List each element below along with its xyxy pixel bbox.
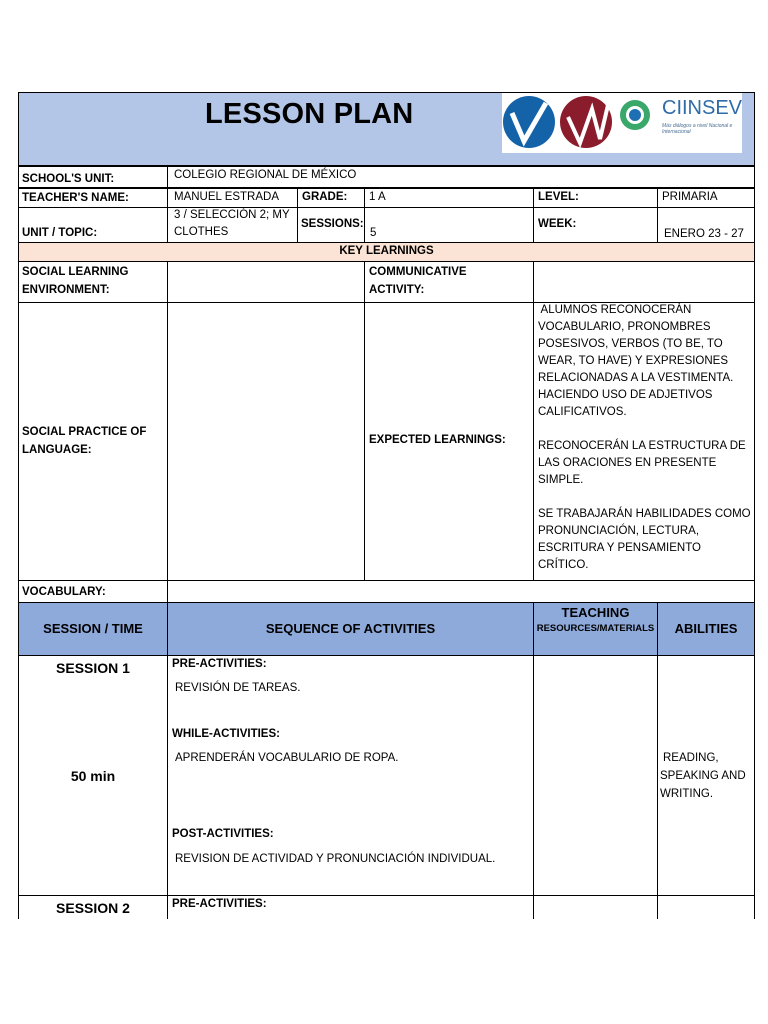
comm-activity-label-line1: COMMUNICATIVE — [369, 266, 467, 278]
expected-line: SE TRABAJARÁN HABILIDADES COMO — [538, 508, 751, 520]
logo-panel — [502, 93, 742, 153]
vocabulary-value-cell — [167, 580, 755, 603]
expected-line: RECONOCERÁN LA ESTRUCTURA DE — [538, 440, 746, 452]
expected-learnings-label: EXPECTED LEARNINGS: — [369, 434, 506, 446]
session2-pre-label: PRE-ACTIVITIES: — [172, 898, 267, 910]
teaching-header: TEACHING — [561, 605, 630, 620]
expected-line: RELACIONADAS A LA VESTIMENTA. — [538, 372, 734, 384]
expected-line: ESCRITURA Y PENSAMIENTO CRÍTICO. — [538, 542, 701, 571]
vocabulary-label: VOCABULARY: — [22, 586, 106, 598]
expected-line: PRONUNCIACIÓN, LECTURA, — [538, 525, 700, 537]
expected-line: VOCABULARIO, PRONOMBRES — [538, 321, 711, 333]
grade-value: 1 A — [369, 191, 386, 203]
social-practice-value-cell — [167, 302, 365, 581]
session2-resources-cell — [533, 895, 658, 919]
expected-line: SIMPLE. — [538, 474, 584, 486]
sessions-label: SESSIONS: — [301, 218, 364, 230]
level-label: LEVEL: — [538, 191, 579, 203]
grade-label: GRADE: — [302, 191, 348, 203]
session1-time: 50 min — [70, 768, 116, 784]
social-env-label-line1: SOCIAL LEARNING — [22, 266, 129, 278]
level-value: PRIMARIA — [662, 191, 718, 203]
expected-line: LAS ORACIONES EN PRESENTE — [538, 457, 717, 469]
sessions-value: 5 — [370, 227, 377, 239]
session2-name: SESSION 2 — [56, 900, 130, 916]
session1-name: SESSION 1 — [56, 660, 130, 676]
session1-pre-label: PRE-ACTIVITIES: — [172, 658, 267, 670]
social-practice-label-line1: SOCIAL PRACTICE OF — [22, 426, 147, 438]
comm-activity-value-cell — [533, 261, 755, 303]
social-practice-label-line2: LANGUAGE: — [22, 444, 92, 456]
session2-abilities-cell — [657, 895, 755, 919]
session1-resources-cell — [533, 655, 658, 896]
unit-topic-label: UNIT / TOPIC: — [22, 227, 98, 239]
expected-line: WEAR, TO HAVE) Y EXPRESIONES — [538, 355, 729, 367]
teacher-label: TEACHER'S NAME: — [22, 192, 129, 204]
abilities-header: ABILITIES — [674, 621, 738, 636]
page-title: LESSON PLAN — [205, 98, 414, 130]
week-label: WEEK: — [538, 218, 577, 230]
logo-text: CIINSEV — [662, 97, 743, 119]
sequence-header: SEQUENCE OF ACTIVITIES — [265, 621, 436, 636]
unit-topic-value-line1: 3 / SELECCIÓN 2; MY — [174, 209, 290, 221]
expected-line: CALIFICATIVOS. — [538, 406, 627, 418]
expected-learnings-text — [538, 302, 754, 574]
session1-abilities-line1: READING, — [663, 752, 719, 764]
teacher-value: MANUEL ESTRADA — [174, 191, 280, 203]
key-learnings-heading: KEY LEARNINGS — [339, 245, 434, 257]
school-unit-label: SCHOOL'S UNIT: — [22, 173, 115, 185]
session1-post-label: POST-ACTIVITIES: — [172, 828, 274, 840]
expected-line — [538, 489, 754, 506]
logo-tagline: Más diálogos a nivel Nacional e Internacional — [662, 123, 733, 135]
school-unit-value: COLEGIO REGIONAL DE MÉXICO — [174, 169, 357, 181]
social-env-label-line2: ENVIRONMENT: — [22, 284, 110, 296]
session1-abilities-line2: SPEAKING AND — [660, 770, 746, 782]
resources-header: RESOURCES/MATERIALS — [536, 623, 655, 634]
expected-line: ALUMNOS RECONOCERÁN — [538, 304, 692, 316]
expected-line: HACIENDO USO DE ADJETIVOS — [538, 389, 713, 401]
session-time-header: SESSION / TIME — [43, 621, 143, 636]
session1-pre-text: REVISIÓN DE TAREAS. — [175, 682, 301, 694]
social-env-value-cell — [167, 261, 365, 303]
session1-abilities-line3: WRITING. — [660, 788, 714, 800]
comm-activity-label-line2: ACTIVITY: — [369, 284, 425, 296]
week-value: ENERO 23 - 27 — [664, 228, 744, 240]
session1-while-label: WHILE-ACTIVITIES: — [172, 728, 280, 740]
session1-post-text: REVISION DE ACTIVIDAD Y PRONUNCIACIÓN INDIVIDUAL. — [175, 853, 496, 865]
expected-line — [538, 421, 754, 438]
session1-while-text: APRENDERÁN VOCABULARIO DE ROPA. — [175, 752, 399, 764]
expected-line: POSESIVOS, VERBOS (TO BE, TO — [538, 338, 723, 350]
unit-topic-value-line2: CLOTHES — [174, 226, 229, 238]
